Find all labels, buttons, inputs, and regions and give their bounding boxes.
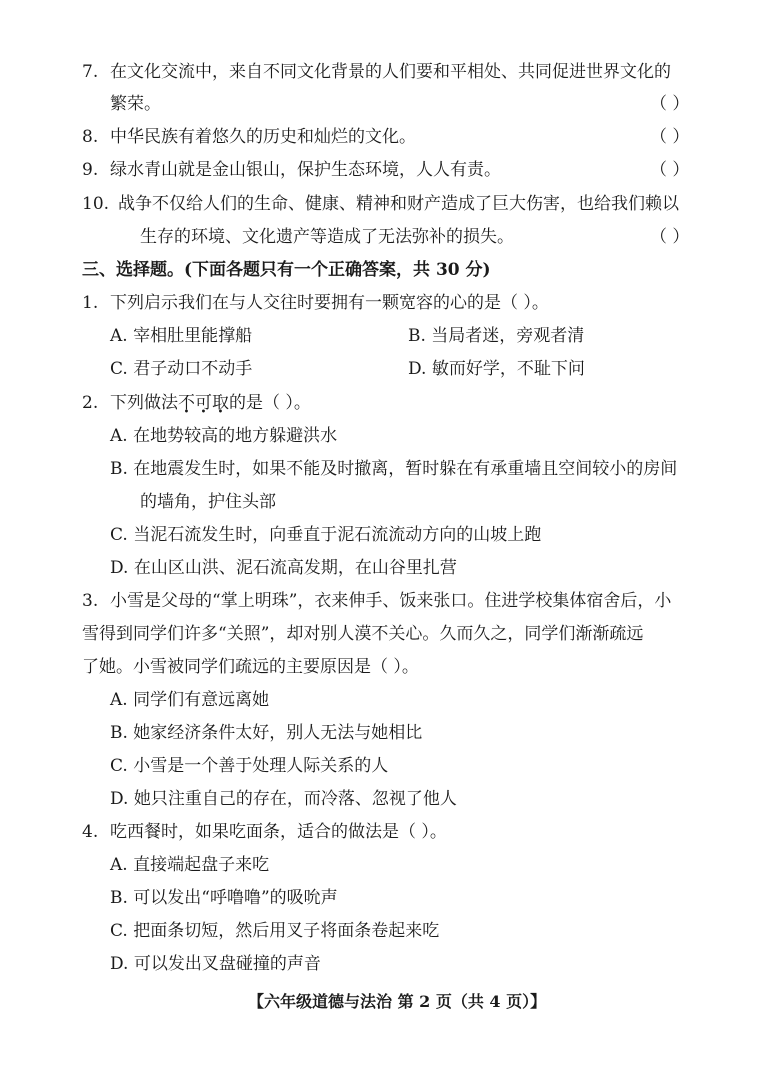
q4-number: 4. [82,822,99,842]
tf-7-number: 7. [82,62,99,82]
q2-option-d[interactable]: D. 在山区山洪、泥石流高发期，在山谷里扎营 [110,558,457,578]
q4-option-d[interactable]: D. 可以发出叉盘碰撞的声音 [110,954,321,974]
q1-option-a[interactable]: A. 宰相肚里能撑船 [110,326,253,346]
tf-7-line1: 在文化交流中，来自不同文化背景的人们要和平相处、共同促进世界文化的 [110,62,671,82]
q2-number: 2. [82,393,99,413]
q3-option-b[interactable]: B. 她家经济条件太好，别人无法与她相比 [110,723,423,743]
section-3-heading: 三、选择题。(下面各题只有一个正确答案，共 30 分) [82,260,491,280]
q1-stem: 下列启示我们在与人交往时要拥有一颗宽容的心的是（ ）。 [110,293,549,313]
q3-option-c[interactable]: C. 小雪是一个善于处理人际关系的人 [110,756,389,776]
tf-7-answer-blank[interactable]: （ ） [650,94,690,114]
q4-stem: 吃西餐时，如果吃面条，适合的做法是（ ）。 [110,822,447,842]
tf-10-line1: 战争不仅给人们的生命、健康、精神和财产造成了巨大伤害，也给我们赖以 [118,194,679,214]
q3-number: 3. [82,591,99,611]
tf-9-answer-blank[interactable]: （ ） [650,160,690,180]
q2-stem-pre: 下列做法 [110,393,178,413]
q2-stem-emphasis-2: 可 [195,393,212,413]
tf-10-answer-blank[interactable]: （ ） [650,227,690,247]
tf-8-line1: 中华民族有着悠久的历史和灿烂的文化。 [110,127,416,147]
q2-stem-emphasis-3: 取 [212,393,229,413]
q1-option-b[interactable]: B. 当局者迷，旁观者清 [408,326,585,346]
tf-10-line2: 生存的环境、文化遗产等造成了无法弥补的损失。 [140,227,514,247]
q2-option-c[interactable]: C. 当泥石流发生时，向垂直于泥石流流动方向的山坡上跑 [110,525,542,545]
q2-option-a[interactable]: A. 在地势较高的地方躲避洪水 [110,426,338,446]
q4-option-b[interactable]: B. 可以发出“呼噜噜”的吸吮声 [110,888,338,908]
q3-stem-line1: 小雪是父母的“掌上明珠”，衣来伸手、饭来张口。住进学校集体宿舍后，小 [110,591,672,611]
tf-10-number: 10. [82,194,110,214]
q1-option-d[interactable]: D. 敏而好学，不耻下问 [408,359,585,379]
q2-stem-post: 的是（ ）。 [229,393,311,413]
tf-8-answer-blank[interactable]: （ ） [650,127,690,147]
q3-stem-line3: 了她。小雪被同学们疏远的主要原因是（ ）。 [82,657,419,677]
tf-9-number: 9. [82,160,99,180]
tf-7-line2: 繁荣。 [110,94,161,114]
q2-option-b-line1[interactable]: B. 在地震发生时，如果不能及时撤离，暂时躲在有承重墙且空间较小的房间 [110,459,678,479]
q3-option-d[interactable]: D. 她只注重自己的存在，而冷落、忽视了他人 [110,789,457,809]
q4-option-c[interactable]: C. 把面条切短，然后用叉子将面条卷起来吃 [110,921,440,941]
page-footer: 【六年级道德与法治 第 2 页（共 4 页）】 [248,992,547,1011]
q3-option-a[interactable]: A. 同学们有意远离她 [110,690,270,710]
tf-8-number: 8. [82,127,99,147]
q2-option-b-line2[interactable]: 的墙角，护住头部 [140,492,276,512]
tf-9-line1: 绿水青山就是金山银山，保护生态环境，人人有责。 [110,160,501,180]
q1-option-c[interactable]: C. 君子动口不动手 [110,359,253,379]
q3-stem-line2: 雪得到同学们许多“关照”，却对别人漠不关心。久而久之，同学们渐渐疏远 [82,624,644,644]
q2-stem [110,391,311,415]
q1-number: 1. [82,293,99,313]
q4-option-a[interactable]: A. 直接端起盘子来吃 [110,855,270,875]
q2-stem-emphasis-1: 不 [178,393,195,413]
